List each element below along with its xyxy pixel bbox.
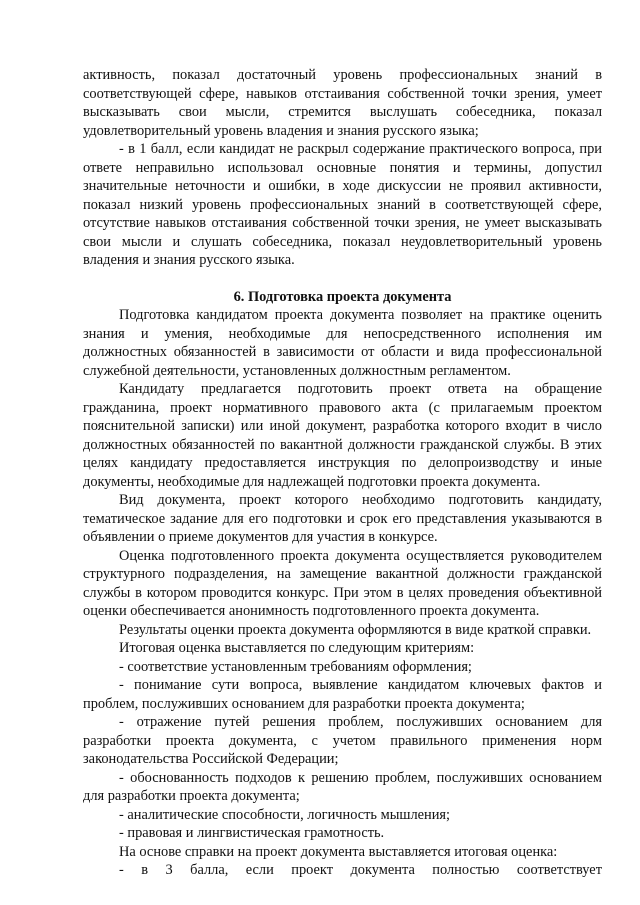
criterion-1: - соответствие установленным требованиям оформления; [119,658,472,675]
paragraph-2: Кандидату предлагается подготовить проект ответа на обращение гражданина, проект нормативного правового акта (с прилагаемым проектом пояснительной записки) или иной документ, разработка которого входит в число должностных обязанностей по вакантной должности гражданской службы. В этих целях кандидату предоставляется инструкция по делопроизводству и иные документы, необходимые для надлежащей подготовки проекта документа. [83,381,602,490]
intro-paragraph-2: - в 1 балл, если кандидат не раскрыл содержание практического вопроса, при ответе неправильно использовал основные понятия и термины, допустил значительные неточности и ошибки, в ходе дискуссии не проявил активности, показал низкий уровень профессиональных знаний в соответствующей сфере, отсутствие навыков отстаивания собственной точки зрения, не умеет высказывать свои мысли и слушать собеседника, показал неудовлетворительный уровень владения и знания русского языка. [83,141,602,268]
paragraph-1: Подготовка кандидатом проекта документа позволяет на практике оценить знания и умения, необходимые для непосредственного исполнения им должностных обязанностей в зависимости от области и вида профессиональной служебной деятельности, установленных должностным регламентом. [83,307,602,379]
paragraph-final-score: На основе справки на проект документа выставляется итоговая оценка: [119,843,558,860]
intro-paragraph-1: активность, показал достаточный уровень профессиональных знаний в соответствующей сфере, навыков отстаивания собственной точки зрения, умеет высказывать свои мысли, стремится выслушать собеседника, показал удовлетворительный уровень владения и знания русского языка; [83,67,602,139]
criterion-6: - правовая и лингвистическая грамотность. [119,825,385,841]
criterion-4: - обоснованность подходов к решению проблем, послуживших основанием для разработки проекта документа; [83,769,602,804]
paragraph-3: Вид документа, проект которого необходимо подготовить кандидату, тематическое задание для его подготовки и срок его представления указываются в объявлении о приеме документов для участия в конкурсе. [83,492,602,545]
criterion-2: - понимание сути вопроса, выявление кандидатом ключевых фактов и проблем, послуживших основанием для разработки проекта документа; [83,677,602,712]
criterion-3: - отражение путей решения проблем, послуживших основанием для разработки проекта документа, с учетом правильного применения норм законодательства Российской Федерации; [83,714,602,767]
criterion-5: - аналитические способности, логичность мышления; [119,806,451,823]
paragraph-score-3: - в 3 балла, если проект документа полностью соответствует [119,862,602,878]
section-heading: 6. Подготовка проекта документа [233,288,452,305]
paragraph-6: Итоговая оценка выставляется по следующим критериям: [119,640,475,656]
paragraph-5: Результаты оценки проекта документа оформляются в виде краткой справки. [119,621,592,638]
paragraph-4: Оценка подготовленного проекта документа осуществляется руководителем структурного подразделения, на замещение вакантной должности гражданской службы в котором проводится конкурс. При этом в целях проведения объективной оценки обеспечивается анонимность подготовленного проекта документа. [83,547,602,619]
